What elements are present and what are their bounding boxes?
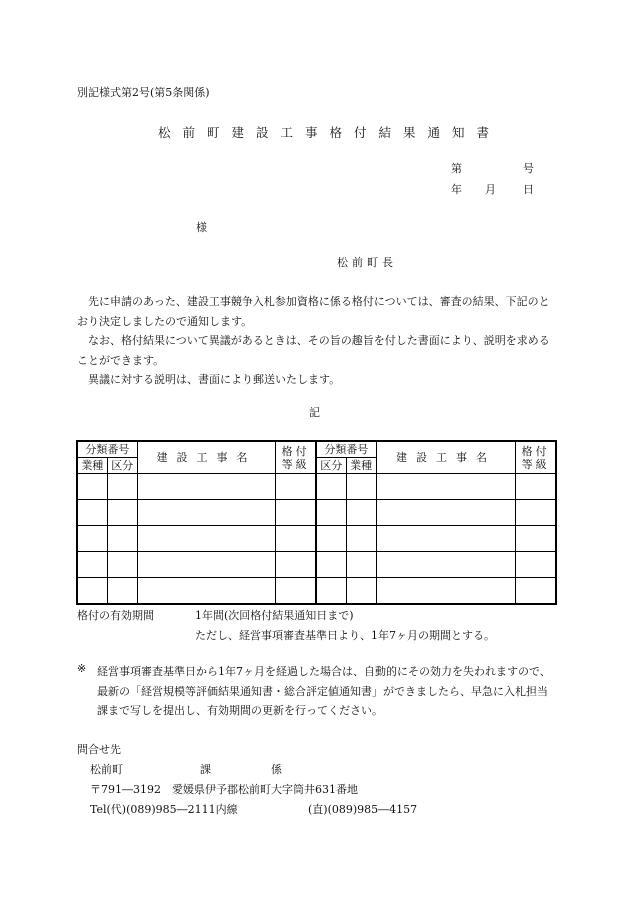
table-cell[interactable] (316, 578, 346, 605)
table-cell[interactable] (137, 526, 276, 552)
table-row (77, 474, 556, 500)
industry-header-left: 業種 (77, 458, 107, 474)
table-cell[interactable] (107, 474, 137, 500)
table-cell[interactable] (77, 526, 107, 552)
table-cell[interactable] (346, 552, 376, 578)
table-header-row (77, 441, 556, 458)
table-cell[interactable] (376, 526, 516, 552)
project-name-header-right: 建設工事名 (376, 441, 516, 474)
table-cell[interactable] (276, 526, 316, 552)
table-cell[interactable] (137, 500, 276, 526)
document-number-label: 第 (451, 162, 462, 175)
table-row (77, 552, 556, 578)
class-number-header-right: 分類番号 (316, 441, 376, 458)
inquiry-subsection: 係 (271, 763, 282, 776)
table-cell[interactable] (137, 578, 276, 605)
table-cell[interactable] (346, 474, 376, 500)
inquiry-town: 松前町 (90, 763, 123, 776)
table-cell[interactable] (316, 500, 346, 526)
body-paragraph: なお、格付結果について異議があるときは、その旨の趣旨を付した書面により、説明を求めることができます。 (77, 334, 550, 367)
table-cell[interactable] (107, 526, 137, 552)
table-cell[interactable] (376, 552, 516, 578)
project-name-header-left: 建設工事名 (137, 441, 276, 474)
table-cell[interactable] (276, 552, 316, 578)
notice-body (77, 292, 557, 390)
table-cell[interactable] (107, 552, 137, 578)
table-cell[interactable] (77, 500, 107, 526)
table-cell[interactable] (346, 578, 376, 605)
table-cell[interactable] (376, 500, 516, 526)
rank-header-right (516, 441, 556, 474)
table-cell[interactable] (516, 474, 556, 500)
inquiry-section: 課 (200, 763, 211, 776)
table-cell[interactable] (137, 552, 276, 578)
date-month-label: 月 (485, 183, 496, 196)
inquiry-direct-tel: (直)(089)985―4157 (308, 803, 418, 816)
note-text: 経営事項審査基準日から1年7ヶ月を経過した場合は、自動的にその効力を失われますので、最新の「経営規模等評価結果通知書・総合評定値通知書」ができましたら、早急に入札担当課まで写しを提出し、有効期間の更新を行ってください。 (97, 665, 551, 717)
table-cell[interactable] (376, 578, 516, 605)
class-number-header-left: 分類番号 (77, 441, 137, 458)
note-mark: ※ (77, 662, 87, 675)
ki-heading: 記 (309, 406, 320, 419)
rank-header-left (276, 441, 316, 474)
document-number-suffix: 号 (523, 162, 534, 175)
sender-name: 松前町長 (337, 256, 397, 269)
table-cell[interactable] (516, 500, 556, 526)
date-day-label: 日 (523, 183, 534, 196)
inquiry-address: 〒791―3192 愛媛県伊予郡松前町大字筒井631番地 (90, 783, 358, 796)
rank-header-line1: 格付 (281, 444, 310, 458)
table-cell[interactable] (276, 500, 316, 526)
table-cell[interactable] (107, 578, 137, 605)
table-cell[interactable] (276, 578, 316, 605)
table-cell[interactable] (77, 474, 107, 500)
body-paragraph: 先に申請のあった、建設工事競争入札参加資格に係る格付については、審査の結果、下記のとおり決定しましたので通知します。 (77, 295, 550, 328)
inquiry-tel: Tel(代)(089)985―2111内線 (90, 803, 238, 816)
table-cell[interactable] (316, 474, 346, 500)
validity-value: 1年間(次回格付結果通知日まで) (195, 609, 354, 622)
inquiry-title: 問合せ先 (77, 743, 121, 756)
table-cell[interactable] (516, 578, 556, 605)
division-header-right: 区分 (316, 458, 346, 474)
table-cell[interactable] (276, 474, 316, 500)
document-title: 松前町建設工事格付結果通知書 (158, 125, 502, 140)
addressee-suffix: 様 (196, 221, 207, 234)
date-year-label: 年 (451, 183, 462, 196)
division-header-left: 区分 (107, 458, 137, 474)
table-cell[interactable] (346, 500, 376, 526)
table-row (77, 578, 556, 605)
table-cell[interactable] (107, 500, 137, 526)
table-cell[interactable] (376, 474, 516, 500)
table-cell[interactable] (346, 526, 376, 552)
table-cell[interactable] (516, 552, 556, 578)
rating-table (76, 440, 557, 605)
validity-label: 格付の有効期間 (77, 609, 154, 622)
table-row (77, 526, 556, 552)
table-cell[interactable] (137, 474, 276, 500)
table-cell[interactable] (316, 526, 346, 552)
table-cell[interactable] (77, 552, 107, 578)
table-cell[interactable] (77, 578, 107, 605)
table-cell[interactable] (316, 552, 346, 578)
rank-header-line1: 格付 (521, 444, 550, 458)
form-reference: 別記様式第2号(第5条関係) (77, 86, 210, 99)
table-row (77, 500, 556, 526)
validity-note: ただし、経営事項審査基準日より、1年7ヶ月の期間とする。 (195, 629, 495, 642)
body-paragraph: 異議に対する説明は、書面により郵送いたします。 (88, 373, 341, 386)
industry-header-right: 業種 (346, 458, 376, 474)
rank-header-line2: 等級 (521, 457, 550, 471)
table-cell[interactable] (516, 526, 556, 552)
rank-header-line2: 等級 (281, 457, 310, 471)
